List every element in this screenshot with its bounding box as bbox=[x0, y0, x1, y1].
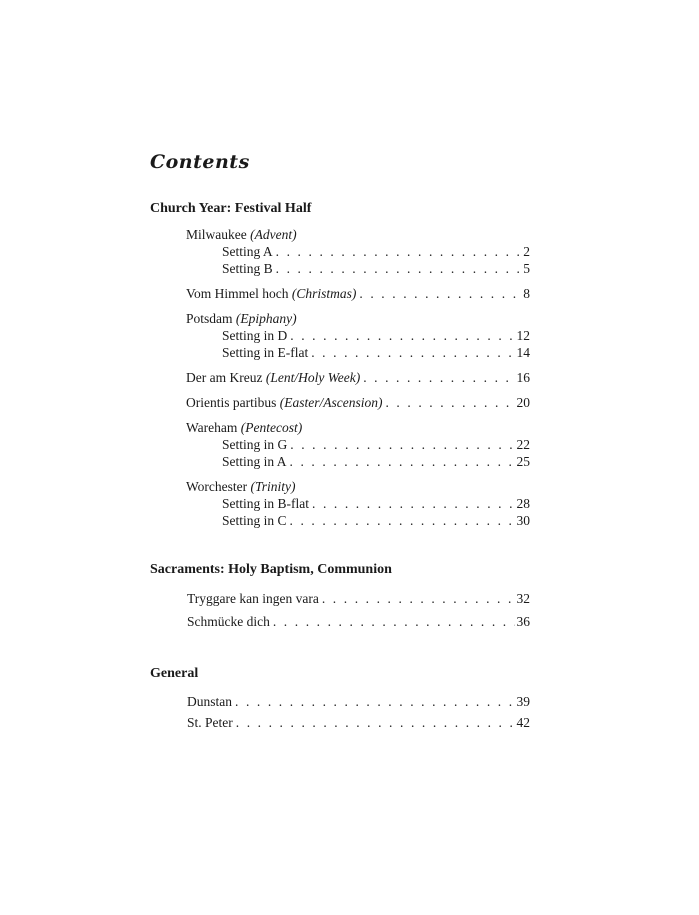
dot-leader bbox=[276, 243, 522, 260]
page-number: 16 bbox=[516, 370, 530, 385]
toc-entry[interactable] bbox=[186, 285, 530, 302]
dot-leader bbox=[276, 260, 522, 277]
page-number: 14 bbox=[516, 345, 530, 360]
hymn-name: Milwaukee bbox=[186, 227, 247, 242]
toc-entry[interactable] bbox=[186, 453, 530, 470]
toc-entry[interactable] bbox=[187, 712, 530, 733]
page-number: 30 bbox=[516, 513, 530, 528]
hymn-occasion: (Lent/Holy Week) bbox=[265, 370, 361, 385]
page-number: 12 bbox=[516, 328, 530, 343]
dot-leader bbox=[236, 712, 515, 733]
section-general bbox=[150, 665, 530, 733]
hymn-title-line bbox=[186, 478, 530, 495]
page-number: 5 bbox=[523, 261, 530, 276]
setting-label: Setting in C bbox=[222, 513, 287, 528]
setting-label: Setting in G bbox=[222, 437, 288, 452]
hymn-group-potsdam bbox=[186, 310, 530, 361]
setting-label: Setting B bbox=[222, 261, 273, 276]
section-heading: Church Year: Festival Half bbox=[150, 201, 312, 216]
hymn-title-line bbox=[186, 419, 530, 436]
entry-list bbox=[187, 587, 530, 633]
dot-leader bbox=[235, 691, 515, 712]
entry-label: Tryggare kan ingen vara bbox=[187, 591, 319, 606]
dot-leader bbox=[359, 285, 521, 302]
entry-label: Dunstan bbox=[187, 694, 232, 709]
hymn-name: Worchester bbox=[186, 479, 248, 494]
dot-leader bbox=[290, 436, 514, 453]
toc-entry[interactable] bbox=[186, 243, 530, 260]
toc-entry[interactable] bbox=[186, 512, 530, 529]
setting-label: Setting in B-flat bbox=[222, 496, 309, 511]
hymn-name: Orientis partibus bbox=[186, 395, 277, 410]
toc-entry[interactable] bbox=[186, 436, 530, 453]
section-church-year bbox=[150, 200, 530, 529]
hymn-group-worchester bbox=[186, 478, 530, 529]
hymn-name: Potsdam bbox=[186, 311, 233, 326]
page-number: 22 bbox=[516, 437, 530, 452]
dot-leader bbox=[311, 344, 514, 361]
toc-entry[interactable] bbox=[187, 587, 530, 610]
hymn-occasion: (Trinity) bbox=[250, 479, 296, 494]
hymn-group-milwaukee bbox=[186, 226, 530, 277]
setting-label: Setting in E-flat bbox=[222, 345, 309, 360]
hymn-group-wareham bbox=[186, 419, 530, 470]
page-number: 2 bbox=[523, 244, 530, 259]
page-number: 8 bbox=[523, 286, 530, 301]
toc-entry[interactable] bbox=[187, 610, 530, 633]
hymn-title-line bbox=[186, 310, 530, 327]
toc-entry[interactable] bbox=[186, 495, 530, 512]
hymn-group-der-am-kreuz bbox=[186, 369, 530, 386]
hymn-occasion: (Christmas) bbox=[291, 286, 357, 301]
page-number: 32 bbox=[516, 591, 530, 606]
toc-entry[interactable] bbox=[186, 369, 530, 386]
hymn-group-orientis-partibus bbox=[186, 394, 530, 411]
page-number: 25 bbox=[516, 454, 530, 469]
section-heading: General bbox=[150, 666, 199, 681]
hymn-title-line bbox=[186, 226, 530, 243]
section-sacraments bbox=[150, 561, 530, 633]
table-of-contents bbox=[150, 148, 530, 733]
page-title: Contents bbox=[150, 151, 250, 173]
page-number: 36 bbox=[516, 614, 530, 629]
dot-leader bbox=[312, 495, 515, 512]
dot-leader bbox=[363, 369, 514, 386]
setting-label: Setting in A bbox=[222, 454, 287, 469]
dot-leader bbox=[290, 327, 514, 344]
toc-entry[interactable] bbox=[186, 394, 530, 411]
dot-leader bbox=[290, 512, 515, 529]
hymn-name: Der am Kreuz bbox=[186, 370, 263, 385]
dot-leader bbox=[273, 610, 515, 633]
hymn-occasion: (Advent) bbox=[250, 227, 297, 242]
hymn-name: Wareham bbox=[186, 420, 238, 435]
hymn-occasion: (Pentecost) bbox=[240, 420, 303, 435]
hymn-occasion: (Easter/Ascension) bbox=[279, 395, 383, 410]
toc-entry[interactable] bbox=[186, 344, 530, 361]
hymn-group-vom-himmel-hoch bbox=[186, 285, 530, 302]
setting-label: Setting in D bbox=[222, 328, 288, 343]
setting-label: Setting A bbox=[222, 244, 273, 259]
entry-label: St. Peter bbox=[187, 715, 233, 730]
dot-leader bbox=[385, 394, 514, 411]
entry-label: Schmücke dich bbox=[187, 614, 270, 629]
dot-leader bbox=[290, 453, 515, 470]
toc-entry[interactable] bbox=[186, 327, 530, 344]
hymn-occasion: (Epiphany) bbox=[235, 311, 297, 326]
page-number: 42 bbox=[516, 715, 530, 730]
page-number: 28 bbox=[516, 496, 530, 511]
entry-list bbox=[187, 691, 530, 733]
toc-entry[interactable] bbox=[187, 691, 530, 712]
section-heading: Sacraments: Holy Baptism, Communion bbox=[150, 562, 392, 577]
page-number: 20 bbox=[516, 395, 530, 410]
toc-entry[interactable] bbox=[186, 260, 530, 277]
page-number: 39 bbox=[516, 694, 530, 709]
dot-leader bbox=[322, 587, 515, 610]
hymn-name: Vom Himmel hoch bbox=[186, 286, 289, 301]
